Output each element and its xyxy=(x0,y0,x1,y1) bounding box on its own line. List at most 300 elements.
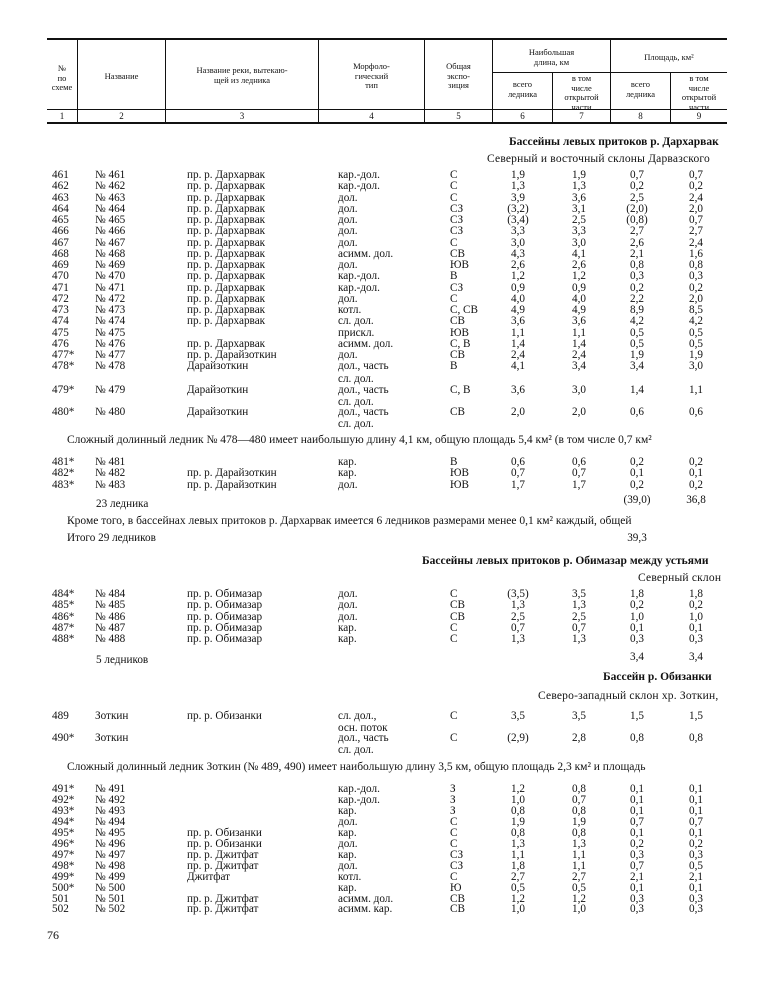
row-number: 485* xyxy=(52,599,75,612)
length-open: 0,8 xyxy=(572,826,586,839)
morph-type: кар.-дол. xyxy=(338,793,380,806)
area-total: 0,2 xyxy=(630,478,644,491)
area-open: 2,0 xyxy=(689,202,703,215)
row-number: 481* xyxy=(52,456,75,468)
length-total: 1,4 xyxy=(511,337,525,350)
length-total: 1,2 xyxy=(511,270,525,283)
exposure: В xyxy=(450,360,458,373)
header-num: 5 xyxy=(456,111,461,121)
row-number: 476 xyxy=(52,337,69,350)
river-name: пр. р. Дархарвак xyxy=(187,236,266,249)
table-row xyxy=(0,361,773,372)
length-open: 2,5 xyxy=(572,214,586,226)
area-open: 0,1 xyxy=(689,804,703,817)
area-total: 1,5 xyxy=(630,710,644,722)
morph-type: дол. xyxy=(338,610,358,623)
length-total: 1,9 xyxy=(511,169,525,181)
header-num: 2 xyxy=(119,111,124,121)
area-open: 1,8 xyxy=(689,588,703,600)
length-open: 1,3 xyxy=(572,180,586,193)
length-open: 3,3 xyxy=(572,225,586,238)
length-open: 1,3 xyxy=(572,633,586,646)
morph-type: котл. xyxy=(338,870,362,883)
area-total: 0,3 xyxy=(630,848,644,861)
area-total: 0,8 xyxy=(630,732,644,744)
row-number: 469 xyxy=(52,259,69,271)
length-total: 1,1 xyxy=(511,848,525,861)
length-open: 1,1 xyxy=(572,848,586,861)
river-name: пр. р. Дархарвак xyxy=(187,259,266,271)
length-open: 0,5 xyxy=(572,881,586,894)
area-total: 0,1 xyxy=(630,804,644,817)
paragraph-note: Сложный долинный ледник № 478—480 имеет наибольшую длину 4,1 км, общую площадь 5,4 км² (в том числе 0,7 км² xyxy=(67,434,652,446)
table-row xyxy=(0,480,773,491)
table-row xyxy=(0,385,773,396)
section-subtitle: Северный и восточный склоны Дарвазского xyxy=(487,153,710,165)
glacier-name: № 469 xyxy=(95,259,126,271)
row-sub-text: сл. дол. xyxy=(338,744,374,756)
row-sub-text: сл. дол. xyxy=(338,418,374,430)
glacier-name: № 465 xyxy=(95,214,126,226)
row-number: 490* xyxy=(52,732,75,744)
morph-type: кар.-дол. xyxy=(338,169,380,181)
row-number: 474 xyxy=(52,315,69,328)
length-total: 3,6 xyxy=(511,384,525,396)
row-number: 468 xyxy=(52,247,69,260)
row-number: 494* xyxy=(52,815,75,828)
morph-type: дол. xyxy=(338,259,358,271)
morph-type: кар. xyxy=(338,804,357,817)
area-total: 3,4 xyxy=(630,360,644,373)
length-open: 3,5 xyxy=(572,588,586,600)
area-open: 0,1 xyxy=(689,783,703,795)
row-sub-text: осн. поток xyxy=(338,722,388,734)
glacier-name: № 481 xyxy=(95,456,126,468)
area-total: 0,7 xyxy=(630,815,644,828)
exposure: СВ xyxy=(450,406,465,418)
river-name: пр. р. Обизанки xyxy=(187,710,262,722)
row-number: 500* xyxy=(52,881,75,894)
morph-type: кар. xyxy=(338,621,357,634)
area-open: 0,2 xyxy=(689,837,703,850)
area-total: 0,2 xyxy=(630,599,644,612)
exposure: СЗ xyxy=(450,225,464,238)
row-number: 492* xyxy=(52,793,75,806)
morph-type: дол., часть xyxy=(338,406,389,418)
section-title: Бассейн р. Обизанки xyxy=(603,671,712,683)
area-open: 0,5 xyxy=(689,326,703,339)
river-name: пр. р. Обизанки xyxy=(187,837,262,850)
morph-type: дол. xyxy=(338,815,358,828)
morph-type: кар. xyxy=(338,467,357,480)
exposure: ЮВ xyxy=(450,478,469,491)
area-open: 2,1 xyxy=(689,870,703,883)
length-open: 4,0 xyxy=(572,292,586,305)
river-name: Джитфат xyxy=(187,870,231,883)
row-number: 498* xyxy=(52,859,75,872)
river-name: пр. р. Дархарвак xyxy=(187,214,266,226)
river-name: пр. р. Джитфат xyxy=(187,892,259,905)
area-open: 0,3 xyxy=(689,892,703,905)
table-row xyxy=(0,468,773,479)
length-total: 2,6 xyxy=(511,259,525,271)
area-open: 0,8 xyxy=(689,732,703,744)
area-open: 0,1 xyxy=(689,467,703,480)
area-open: 4,2 xyxy=(689,315,703,328)
glacier-name: № 495 xyxy=(95,826,126,839)
table-row xyxy=(0,861,773,872)
area-open: 0,2 xyxy=(689,281,703,294)
exposure: С, В xyxy=(450,337,471,350)
area-total: (2,0) xyxy=(626,202,648,215)
area-total: 0,2 xyxy=(630,281,644,294)
area-open: 0,1 xyxy=(689,793,703,806)
row-number: 463 xyxy=(52,191,69,204)
length-open: 3,6 xyxy=(572,191,586,204)
length-total: 3,5 xyxy=(511,710,525,722)
river-name: пр. р. Обимазар xyxy=(187,610,263,623)
area-open: 0,2 xyxy=(689,456,703,468)
length-open: 1,1 xyxy=(572,326,586,339)
river-name: пр. р. Дарайзоткин xyxy=(187,349,277,361)
row-number: 487* xyxy=(52,621,75,634)
area-total: 0,2 xyxy=(630,456,644,468)
morph-type: асимм. дол. xyxy=(338,337,394,350)
area-total: 0,3 xyxy=(630,892,644,905)
area-total: 0,3 xyxy=(630,903,644,916)
morph-type: дол. xyxy=(338,292,358,305)
river-name: пр. р. Дархарвак xyxy=(187,225,266,238)
table-row xyxy=(0,181,773,192)
row-number: 483* xyxy=(52,478,75,491)
header-bottom-rule xyxy=(47,109,727,110)
area-open: 0,2 xyxy=(689,180,703,193)
river-name: пр. р. Джитфат xyxy=(187,848,259,861)
area-total: 2,5 xyxy=(630,191,644,204)
header-top-rule xyxy=(47,38,727,40)
table-row xyxy=(0,600,773,611)
length-total: 4,9 xyxy=(511,304,525,316)
river-name: пр. р. Обимазар xyxy=(187,621,263,634)
river-name: пр. р. Дархарвак xyxy=(187,169,266,181)
glacier-name: № 478 xyxy=(95,360,126,373)
exposure: СЗ xyxy=(450,859,464,872)
exposure: ЮВ xyxy=(450,259,469,271)
exposure: С xyxy=(450,710,458,722)
length-total: 1,3 xyxy=(511,180,525,193)
length-open: 2,4 xyxy=(572,349,586,361)
area-open: 2,4 xyxy=(689,236,703,249)
glacier-name: № 491 xyxy=(95,783,126,795)
length-total: 1,3 xyxy=(511,633,525,646)
river-name: Дарайзоткин xyxy=(187,360,249,373)
length-open: 0,9 xyxy=(572,281,586,294)
section-subtitle: Северо-западный склон хр. Зоткин, xyxy=(538,690,719,702)
area-open: 1,5 xyxy=(689,710,703,722)
area-open: 0,3 xyxy=(689,270,703,283)
morph-type: дол. xyxy=(338,588,358,600)
header-col9: в том числе открытой части xyxy=(681,73,717,112)
section-title: Бассейны левых притоков р. Обимазар между устьями xyxy=(422,555,709,567)
length-open: 3,1 xyxy=(572,202,586,215)
river-name: пр. р. Дархарвак xyxy=(187,281,266,294)
exposure: С xyxy=(450,236,458,249)
table-row xyxy=(0,407,773,418)
glacier-name: № 482 xyxy=(95,467,126,480)
area-total: 0,1 xyxy=(630,621,644,634)
river-name: пр. р. Дарайзоткин xyxy=(187,467,277,480)
header-num: 1 xyxy=(59,111,65,121)
area-open: 0,7 xyxy=(689,169,703,181)
header-col89: Площадь, км² xyxy=(644,52,694,62)
section-subtitle: Северный склон xyxy=(638,572,722,584)
morph-type: дол. xyxy=(338,837,358,850)
area-open: 0,5 xyxy=(689,859,703,872)
header-col4: Морфоло- гический тип xyxy=(353,61,390,90)
exposure: СВ xyxy=(450,349,465,361)
length-total: 0,9 xyxy=(511,281,525,294)
length-open: 0,8 xyxy=(572,804,586,817)
glacier-name: № 497 xyxy=(95,848,126,861)
header-col7: в том числе открытой части xyxy=(564,73,599,112)
total-value: 39,3 xyxy=(627,532,647,544)
area-open: 0,1 xyxy=(689,826,703,839)
length-open: 2,0 xyxy=(572,406,586,418)
area-total: 2,7 xyxy=(630,225,644,238)
section-title: Бассейны левых притоков р. Дархарвак xyxy=(509,136,719,148)
total-value: 3,4 xyxy=(689,651,703,663)
length-total: 1,2 xyxy=(511,892,525,905)
header-col8: всего ледника xyxy=(625,79,656,99)
header-num: 7 xyxy=(579,111,584,121)
morph-type: кар. xyxy=(338,456,357,468)
header-col67: Наибольшая длина, км xyxy=(528,47,575,67)
exposure: С xyxy=(450,837,458,850)
area-total: 0,3 xyxy=(630,270,644,283)
table-row xyxy=(0,283,773,294)
area-open: 8,5 xyxy=(689,304,703,316)
length-total: 1,2 xyxy=(511,783,525,795)
morph-type: дол. xyxy=(338,202,358,215)
row-sub-text: сл. дол. xyxy=(338,396,374,408)
glacier-name: № 501 xyxy=(95,892,126,905)
length-open: 0,6 xyxy=(572,456,586,468)
length-total: 0,8 xyxy=(511,804,525,817)
row-number: 465 xyxy=(52,214,69,226)
length-total: 1,3 xyxy=(511,599,525,612)
length-total: 3,6 xyxy=(511,315,525,328)
total-label: 23 ледника xyxy=(96,498,149,510)
river-name: пр. р. Дарайзоткин xyxy=(187,478,277,491)
length-total: 0,7 xyxy=(511,467,525,480)
table-row xyxy=(0,872,773,883)
row-number: 502 xyxy=(52,903,69,916)
exposure: СЗ xyxy=(450,202,464,215)
morph-type: дол., часть xyxy=(338,384,389,396)
glacier-name: № 474 xyxy=(95,315,126,328)
table-row xyxy=(0,904,773,915)
length-total: 1,7 xyxy=(511,478,525,491)
area-total: 4,2 xyxy=(630,315,644,328)
area-total: 0,2 xyxy=(630,837,644,850)
total-label: Итого 29 ледников xyxy=(67,532,156,544)
length-total: 4,1 xyxy=(511,360,525,373)
row-number: 470 xyxy=(52,270,69,283)
length-total: 0,7 xyxy=(511,621,525,634)
morph-type: дол. xyxy=(338,236,358,249)
exposure: С xyxy=(450,169,458,181)
length-total: 1,0 xyxy=(511,903,525,916)
exposure: СЗ xyxy=(450,214,464,226)
length-open: 0,7 xyxy=(572,793,586,806)
length-open: 1,7 xyxy=(572,478,586,491)
exposure: СВ xyxy=(450,903,465,916)
glacier-name: № 487 xyxy=(95,621,126,634)
length-total: (3,2) xyxy=(507,202,529,215)
glacier-name: № 500 xyxy=(95,881,126,894)
exposure: СВ xyxy=(450,247,465,260)
paragraph-note: Кроме того, в бассейнах левых притоков р. Дархарвак имеется 6 ледников размерами менее 0,1 км² каждый, общей xyxy=(67,515,632,527)
area-open: 0,3 xyxy=(689,633,703,646)
length-total: 0,6 xyxy=(511,456,525,468)
header-num: 6 xyxy=(520,111,525,121)
area-total: 0,2 xyxy=(630,180,644,193)
row-number: 493* xyxy=(52,804,75,817)
total-value: (39,0) xyxy=(623,494,651,506)
table-row xyxy=(0,883,773,894)
exposure: С xyxy=(450,826,458,839)
morph-type: дол., часть xyxy=(338,360,389,373)
area-open: 0,1 xyxy=(689,881,703,894)
exposure: С xyxy=(450,815,458,828)
exposure: З xyxy=(450,804,456,817)
glacier-name: Зоткин xyxy=(95,732,129,744)
morph-type: кар. xyxy=(338,633,357,646)
glacier-name: № 494 xyxy=(95,815,126,828)
morph-type: асимм. кар. xyxy=(338,903,393,916)
length-open: 1,2 xyxy=(572,270,586,283)
area-open: 2,4 xyxy=(689,191,703,204)
glacier-name: № 492 xyxy=(95,793,126,806)
header-col2: Название xyxy=(104,71,139,81)
table-row xyxy=(0,733,773,744)
row-number: 471 xyxy=(52,281,69,294)
river-name: пр. р. Дархарвак xyxy=(187,292,266,305)
river-name: пр. р. Джитфат xyxy=(187,903,259,916)
length-open: 1,3 xyxy=(572,837,586,850)
area-total: 2,6 xyxy=(630,236,644,249)
area-total: 0,1 xyxy=(630,881,644,894)
table-row xyxy=(0,193,773,204)
row-number: 491* xyxy=(52,783,75,795)
length-total: 0,5 xyxy=(511,881,525,894)
table-row xyxy=(0,271,773,282)
river-name: пр. р. Дархарвак xyxy=(187,202,266,215)
exposure: С xyxy=(450,191,458,204)
area-total: (0,8) xyxy=(626,214,648,226)
exposure: С, В xyxy=(450,384,471,396)
area-total: 1,0 xyxy=(630,610,644,623)
row-number: 486* xyxy=(52,610,75,623)
exposure: С xyxy=(450,870,458,883)
glacier-name: № 468 xyxy=(95,247,126,260)
river-name: пр. р. Дархарвак xyxy=(187,270,266,283)
area-total: 0,7 xyxy=(630,169,644,181)
glacier-name: № 477 xyxy=(95,349,126,361)
glacier-name: № 484 xyxy=(95,588,126,600)
glacier-name: № 467 xyxy=(95,236,126,249)
row-number: 480* xyxy=(52,406,75,418)
glacier-name: № 463 xyxy=(95,191,126,204)
river-name: пр. р. Дархарвак xyxy=(187,180,266,193)
length-total: 4,0 xyxy=(511,292,525,305)
header-col1: № по схеме xyxy=(51,63,73,92)
header-col6: всего ледника xyxy=(507,79,538,99)
total-label: 5 ледников xyxy=(96,654,149,666)
glacier-name: № 471 xyxy=(95,281,126,294)
length-open: 3,0 xyxy=(572,236,586,249)
row-number: 488* xyxy=(52,633,75,646)
row-number: 495* xyxy=(52,826,75,839)
row-number: 501 xyxy=(52,892,69,905)
length-open: 2,8 xyxy=(572,732,586,744)
morph-type: кар.-дол. xyxy=(338,270,380,283)
morph-type: дол. xyxy=(338,478,358,491)
morph-type: дол. xyxy=(338,214,358,226)
table-row xyxy=(0,612,773,623)
row-number: 461 xyxy=(52,169,69,181)
area-total: 8,9 xyxy=(630,304,644,316)
length-total: 3,9 xyxy=(511,191,525,204)
paragraph-note: Сложный долинный ледник Зоткин (№ 489, 490) имеет наибольшую длину 3,5 км, общую площадь 2,3 км² и площадь xyxy=(67,761,646,773)
length-open: 1,1 xyxy=(572,859,586,872)
length-open: 2,6 xyxy=(572,259,586,271)
exposure: С xyxy=(450,180,458,193)
length-total: 3,0 xyxy=(511,236,525,249)
area-open: 1,1 xyxy=(689,384,703,396)
river-name: Дарайзоткин xyxy=(187,384,249,396)
glacier-name: № 475 xyxy=(95,326,126,339)
morph-type: асимм. дол. xyxy=(338,247,394,260)
morph-type: кар.-дол. xyxy=(338,281,380,294)
row-number: 479* xyxy=(52,384,75,396)
area-total: 0,1 xyxy=(630,783,644,795)
area-open: 0,7 xyxy=(689,214,703,226)
river-name: пр. р. Обизанки xyxy=(187,826,262,839)
glacier-name: № 488 xyxy=(95,633,126,646)
length-total: (2,9) xyxy=(507,732,529,744)
glacier-name: № 464 xyxy=(95,202,126,215)
length-total: 3,3 xyxy=(511,225,525,238)
area-open: 1,6 xyxy=(689,247,703,260)
area-open: 0,5 xyxy=(689,337,703,350)
river-name: пр. р. Дархарвак xyxy=(187,191,266,204)
length-open: 1,4 xyxy=(572,337,586,350)
morph-type: кар. xyxy=(338,826,357,839)
exposure: ЮВ xyxy=(450,326,469,339)
row-number: 467 xyxy=(52,236,69,249)
length-open: 4,1 xyxy=(572,247,586,260)
length-total: 2,7 xyxy=(511,870,525,883)
exposure: СВ xyxy=(450,892,465,905)
exposure: СЗ xyxy=(450,281,464,294)
row-number: 496* xyxy=(52,837,75,850)
length-total: 2,4 xyxy=(511,349,525,361)
morph-type: сл. дол., xyxy=(338,710,377,722)
glacier-name: № 485 xyxy=(95,599,126,612)
morph-type: дол., часть xyxy=(338,732,389,744)
header-num: 3 xyxy=(239,111,245,121)
